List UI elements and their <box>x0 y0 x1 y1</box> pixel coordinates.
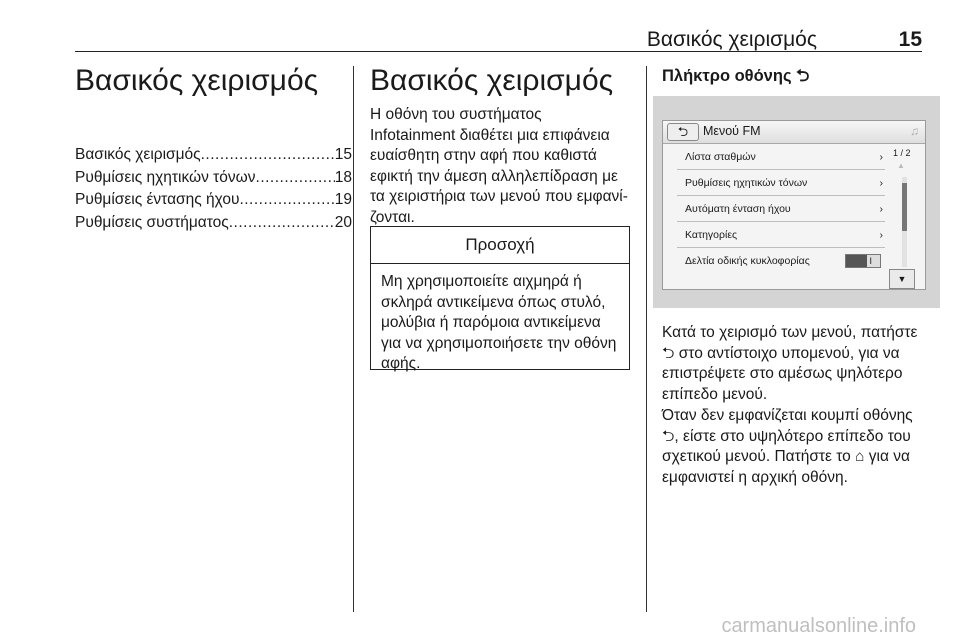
back-arrow-icon[interactable]: ⮌ <box>667 123 699 141</box>
caution-heading: Προσοχή <box>371 227 629 264</box>
toc-entry[interactable]: Ρυθμίσεις έντασης ήχου ..... 19 <box>75 189 352 212</box>
screen-illustration <box>653 96 940 308</box>
page-indicator: 1 / 2 <box>893 148 911 158</box>
screen-title: Μενού FM <box>703 124 761 138</box>
watermark: carmanualsonline.info <box>721 615 916 637</box>
chevron-right-icon: › <box>879 203 883 215</box>
fm-menu-screen <box>662 120 926 290</box>
back-arrow-icon: ⮌ <box>662 427 675 445</box>
screen-title-bar <box>663 121 925 144</box>
subsection-heading: Πλήκτρο οθόνης ⮌ <box>662 67 810 85</box>
chevron-right-icon: › <box>879 229 883 241</box>
menu-item-station-list[interactable]: Λίστα σταθμών › <box>677 145 885 170</box>
column-divider-left <box>353 66 354 612</box>
table-of-contents <box>75 144 352 234</box>
running-header-title: Βασικός χειρισμός <box>646 28 817 51</box>
music-note-icon: ♫ <box>910 124 919 138</box>
toc-entry[interactable]: Ρυθμίσεις ηχητικών τόνων ..... 18 <box>75 167 352 190</box>
menu-item-traffic-bulletins[interactable]: Δελτία οδικής κυκλοφορίας I <box>677 249 885 273</box>
instruction-paragraph-1: Κατά το χειρισμό των μενού, πατήστε ⮌ στο αντίστοιχο υπομενού, για να επιστρέψετε στο αμέσως ψηλότερο επίπεδο μενού. <box>662 324 918 403</box>
chevron-right-icon: › <box>879 177 883 189</box>
back-arrow-icon: ⮌ <box>662 344 675 362</box>
caution-box <box>370 226 630 370</box>
section-title: Βασικός χειρισμός <box>370 64 614 97</box>
menu-item-categories[interactable]: Κατηγορίες › <box>677 223 885 248</box>
toc-entry[interactable]: Ρυθμίσεις συστήματος ..... 20 <box>75 212 352 235</box>
menu-item-auto-volume[interactable]: Αυτόματη ένταση ήχου › <box>677 197 885 222</box>
intro-paragraph: Η οθόνη του συστήματος Infotainment διαθέτει μια επιφάνεια ευαίσθητη στην αφή που καθιστά εφικτή την άμεση αλληλεπίδραση με τα χειριστήρια των μενού που εμφανί- ζονται. <box>370 106 628 226</box>
home-icon: ⌂ <box>855 448 865 465</box>
toggle-switch[interactable]: I <box>845 254 881 268</box>
scrollbar-thumb[interactable] <box>902 183 907 231</box>
scrollbar[interactable] <box>902 177 907 267</box>
instruction-paragraph-2: Όταν δεν εμφανίζεται κουμπί οθόνης ⮌, είστε στο υψηλότερο επίπεδο του σχετικού μενού. Πατήστε το ⌂ για να εμφανιστεί η αρχική οθόνη. <box>662 407 913 486</box>
toc-entry[interactable]: Βασικός χειρισμός ..... 15 <box>75 144 352 167</box>
page-number: 15 <box>898 28 922 51</box>
scroll-down-button[interactable]: ▼ <box>889 269 915 289</box>
caution-body: Μη χρησιμοποιείτε αιχμηρά ή σκληρά αντικείμενα όπως στυλό, μολύβια ή παρόμοια αντικείμενα για να χρησιμοποιήσετε την οθόνη αφής. <box>381 273 617 372</box>
scroll-up-icon[interactable]: ▲ <box>897 161 905 170</box>
header-rule <box>75 51 922 52</box>
back-arrow-icon: ⮌ <box>796 67 810 85</box>
menu-item-tone-settings[interactable]: Ρυθμίσεις ηχητικών τόνων › <box>677 171 885 196</box>
chevron-right-icon: › <box>879 151 883 163</box>
column-divider-right <box>646 66 647 612</box>
chapter-title: Βασικός χειρισμός <box>75 64 319 97</box>
